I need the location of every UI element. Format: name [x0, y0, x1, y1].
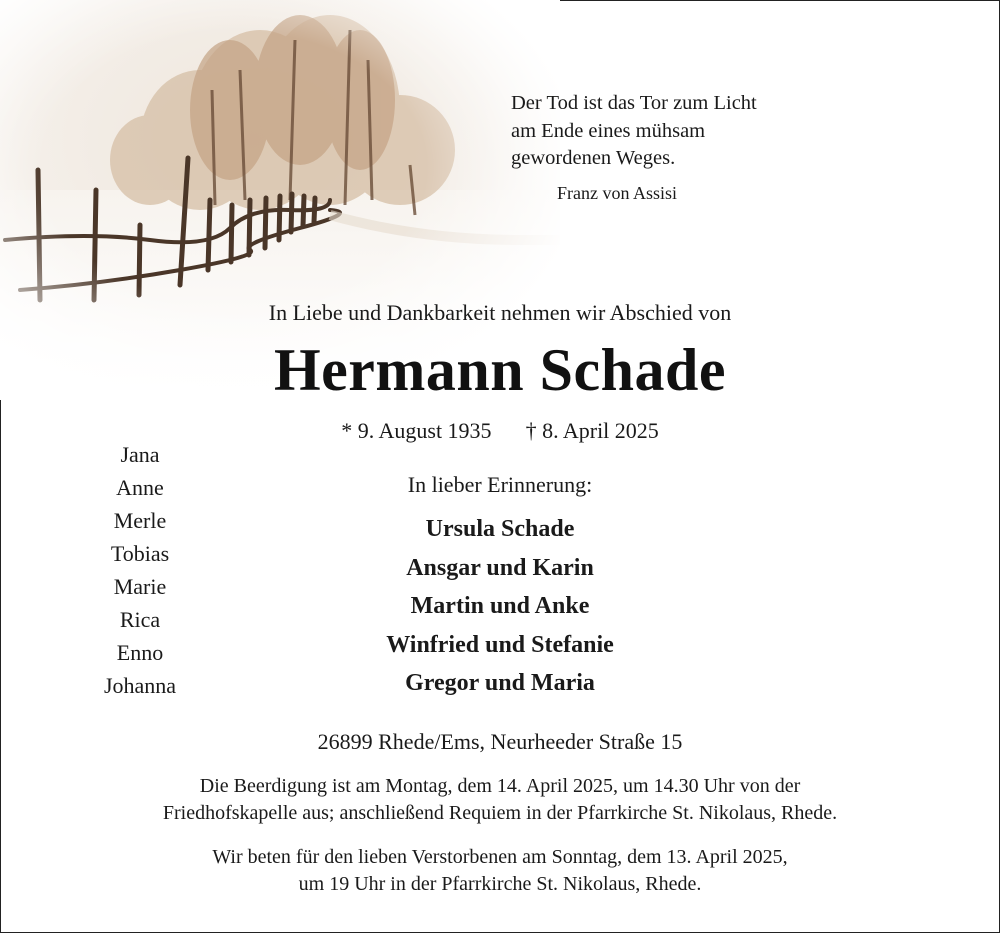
family-member: Ansgar und Karin: [406, 554, 594, 581]
intro-text: In Liebe und Dankbarkeit nehmen wir Abschied von: [268, 300, 732, 325]
grandchild-name: Merle: [113, 508, 167, 533]
family-list: [300, 510, 700, 703]
grandchild-name: Johanna: [103, 673, 177, 698]
grandchild-name: Marie: [113, 574, 167, 599]
grandchildren-list: [90, 438, 190, 702]
quote-block: [511, 90, 757, 173]
family-member: Martin und Anke: [410, 593, 590, 619]
quote-author: Franz von Assisi: [557, 183, 678, 203]
birth-date: * 9. August 1935: [341, 418, 492, 443]
grandchild-name: Anne: [116, 475, 164, 500]
prayer-line: Wir beten für den lieben Verstorbenen am Sonntag, dem 13. April 2025,: [212, 846, 788, 868]
family-member: Ursula Schade: [425, 516, 575, 542]
funeral-info: [0, 773, 1000, 827]
death-date: † 8. April 2025: [525, 418, 659, 443]
quote-line: am Ende eines mühsam: [511, 119, 706, 142]
family-member: Winfried und Stefanie: [386, 631, 614, 658]
family-member: Gregor und Maria: [405, 670, 595, 696]
address: 26899 Rhede/Ems, Neurheeder Straße 15: [317, 729, 683, 754]
prayer-line: um 19 Uhr in der Pfarrkirche St. Nikolaus, Rhede.: [298, 873, 702, 895]
grandchild-name: Rica: [119, 607, 161, 632]
funeral-line: Friedhofskapelle aus; anschließend Requiem in der Pfarrkirche St. Nikolaus, Rhede.: [162, 802, 838, 824]
funeral-line: Die Beerdigung ist am Montag, dem 14. April 2025, um 14.30 Uhr von der: [199, 775, 801, 797]
grandchild-name: Enno: [116, 640, 164, 665]
grandchild-name: Jana: [120, 442, 160, 467]
grandchild-name: Tobias: [110, 541, 170, 566]
quote-line: Der Tod ist das Tor zum Licht: [511, 92, 757, 114]
deceased-name: Hermann Schade: [273, 337, 727, 403]
memory-title: In lieber Erinnerung:: [407, 472, 593, 497]
quote-line: gewordenen Weges.: [511, 147, 676, 169]
prayer-info: [0, 844, 1000, 898]
